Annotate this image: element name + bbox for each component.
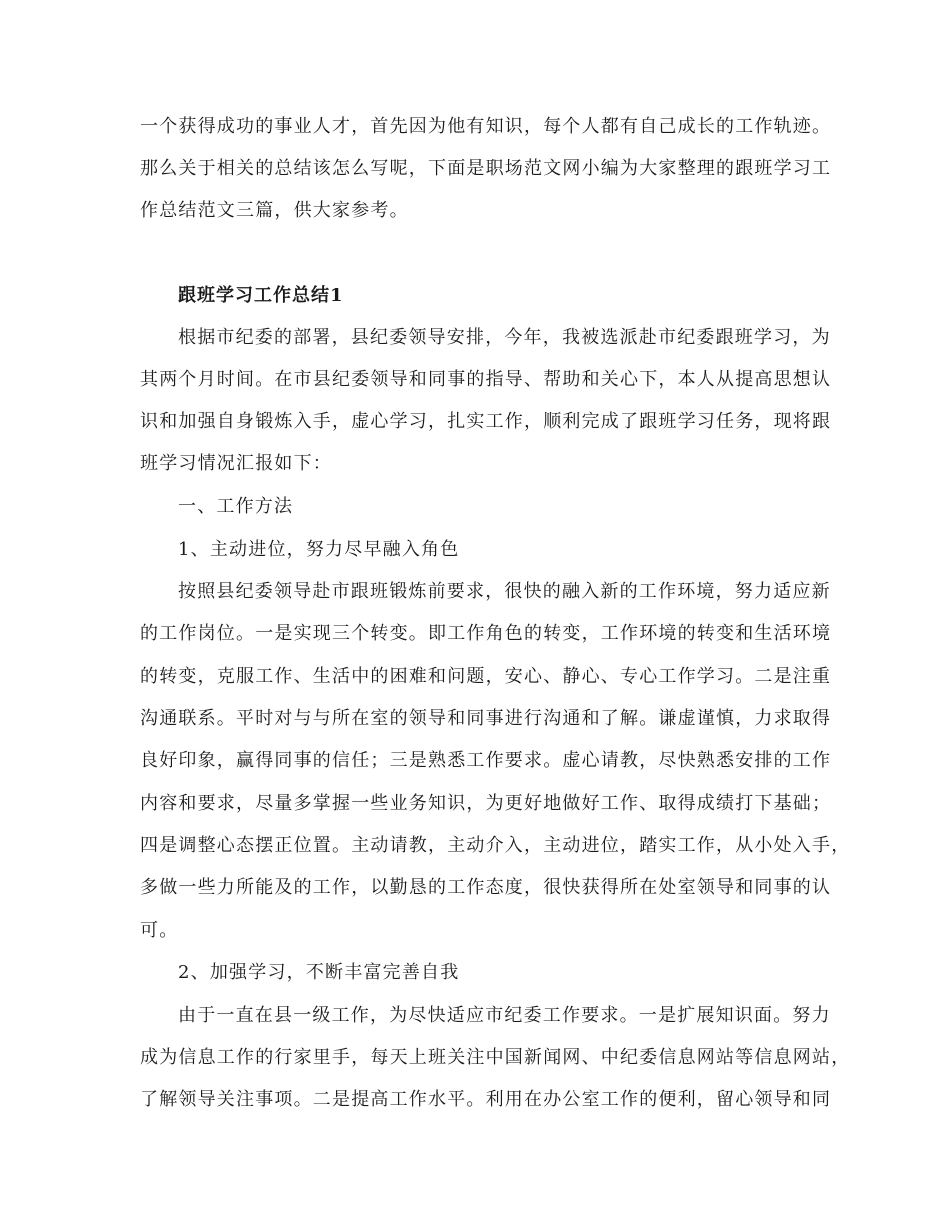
paragraph-line: 四是调整心态摆正位置。主动请教，主动介入，主动进位，踏实工作，从小处入手， <box>140 835 851 856</box>
paragraph-line: 沟通联系。平时对与与所在室的领导和同事进行沟通和了解。谦虚谨慎，力求取得 <box>140 708 832 729</box>
paragraph-line: 按照县纪委领导赴市跟班锻炼前要求，很快的融入新的工作环境，努力适应新 <box>178 581 831 602</box>
paragraph-line: 班学习情况汇报如下： <box>140 453 332 474</box>
paragraph-line: 的转变，克服工作、生活中的困难和问题，安心、静心、专心工作学习。二是注重 <box>140 666 832 687</box>
subheading-1: 1、主动进位，努力尽早融入角色 <box>178 539 460 560</box>
paragraph-line: 多做一些力所能及的工作，以勤恳的工作态度，很快获得所在处室领导和同事的认 <box>140 877 832 898</box>
paragraph-line: 成为信息工作的行家里手，每天上班关注中国新闻网、中纪委信息网站等信息网站， <box>140 1047 851 1068</box>
paragraph-line: 根据市纪委的部署，县纪委领导安排，今年，我被选派赴市纪委跟班学习，为 <box>178 327 831 348</box>
section-title: 跟班学习工作总结1 <box>178 285 344 306</box>
subheading-2: 2、加强学习，不断丰富完善自我 <box>178 962 460 983</box>
paragraph-line: 内容和要求，尽量多掌握一些业务知识，为更好地做好工作、取得成绩打下基础； <box>140 793 832 814</box>
intro-line: 一个获得成功的事业人才，首先因为他有知识，每个人都有自己成长的工作轨迹。 <box>140 116 832 137</box>
subheading-method: 一、工作方法 <box>178 496 294 517</box>
paragraph-line: 可。 <box>140 920 179 941</box>
paragraph-line: 良好印象，赢得同事的信任；三是熟悉工作要求。虚心请教，尽快熟悉安排的工作 <box>140 750 832 771</box>
paragraph-line: 由于一直在县一级工作，为尽快适应市纪委工作要求。一是扩展知识面。努力 <box>178 1005 831 1026</box>
paragraph-line: 了解领导关注事项。二是提高工作水平。利用在办公室工作的便利，留心领导和同 <box>140 1089 832 1110</box>
intro-line: 那么关于相关的总结该怎么写呢，下面是职场范文网小编为大家整理的跟班学习工 <box>140 158 832 179</box>
paragraph-line: 的工作岗位。一是实现三个转变。即工作角色的转变，工作环境的转变和生活环境 <box>140 623 832 644</box>
paragraph-line: 识和加强自身锻炼入手，虚心学习，扎实工作，顺利完成了跟班学习任务，现将跟 <box>140 411 832 432</box>
intro-line: 作总结范文三篇，供大家参考。 <box>140 200 409 221</box>
paragraph-line: 其两个月时间。在市县纪委领导和同事的指导、帮助和关心下，本人从提高思想认 <box>140 369 832 390</box>
